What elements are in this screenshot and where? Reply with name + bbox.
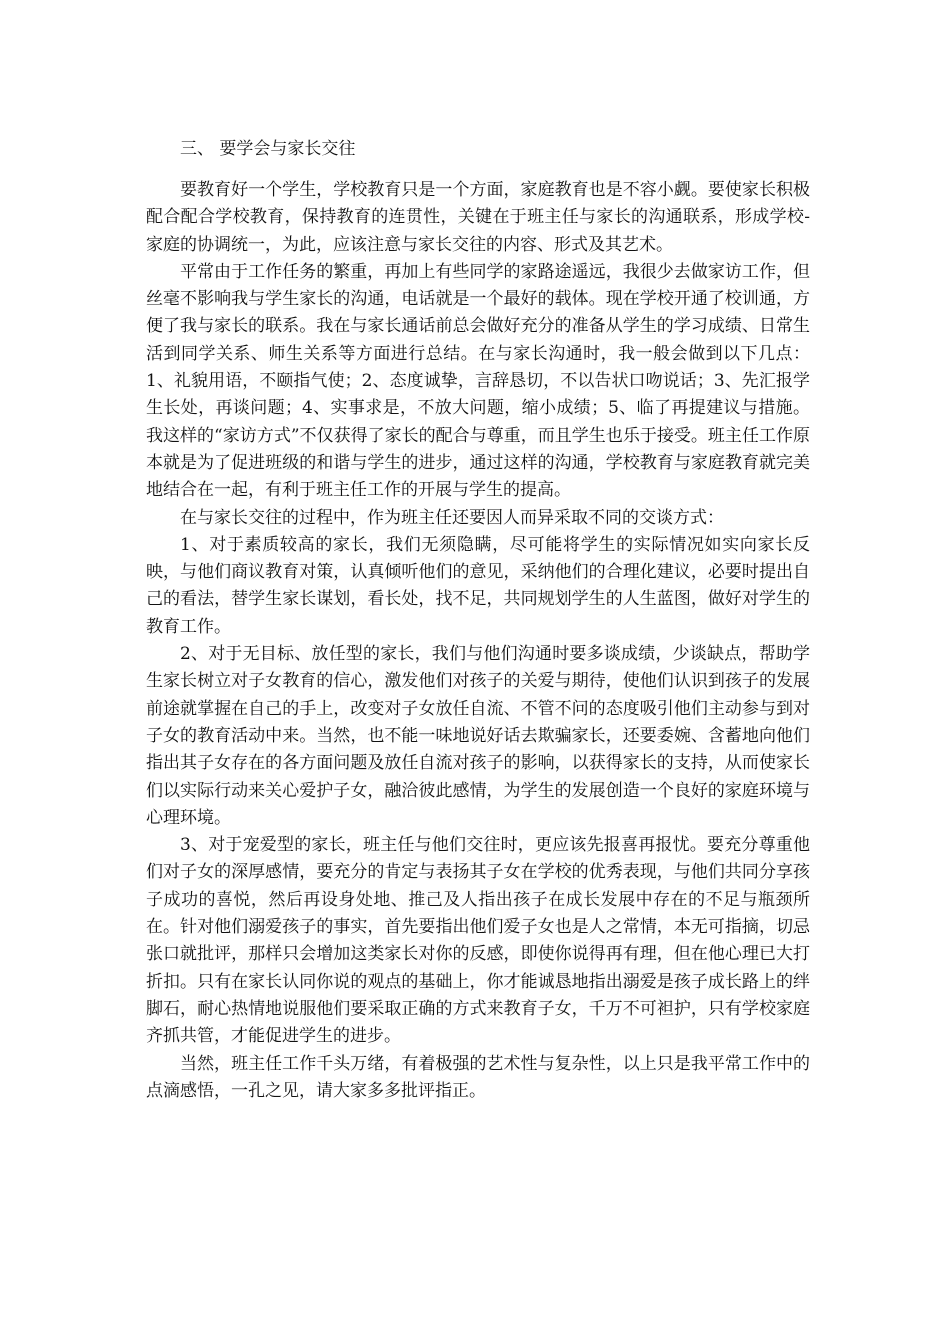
paragraph-high-quality-parents: 1、对于素质较高的家长，我们无须隐瞒，尽可能将学生的实际情况如实向家长反映，与他们商议教育对策，认真倾听他们的意见，采纳他们的合理化建议，必要时提出自己的看法，替学生家长谋划，看长处，找不足，共同规划学生的人生蓝图，做好对学生的教育工作。 [146,534,810,637]
paragraph-phone-communication: 平常由于工作任务的繁重，再加上有些同学的家路途遥远，我很少去做家访工作，但丝毫不影响我与学生家长的沟通，电话就是一个最好的载体。现在学校开通了校训通，方便了我与家长的联系。我在与家长通话前总会做好充分的准备从学生的学习成绩、日常生活到同学关系、师生关系等方面进行总结。在与家长沟通时，我一般会做到以下几点：1、礼貌用语，不颐指气使；2、态度诚挚，言辞恳切，不以告状口吻说话；3、先汇报学生长处，再谈问题；4、实事求是，不放大问题，缩小成绩；5、临了再提建议与措施。我这样的“家访方式”不仅获得了家长的配合与尊重，而且学生也乐于接受。班主任工作原本就是为了促进班级的和谐与学生的进步，通过这样的沟通，学校教育与家庭教育就完美地结合在一起，有利于班主任工作的开展与学生的提高。 [146,261,810,501]
document-body [146,136,810,1105]
paragraph-laissez-faire-parents: 2、对于无目标、放任型的家长，我们与他们沟通时要多谈成绩，少谈缺点，帮助学生家长树立对子女教育的信心，激发他们对孩子的关爱与期待，使他们认识到孩子的发展前途就掌握在自己的手上，改变对子女放任自流、不管不问的态度吸引他们主动参与到对子女的教育活动中来。当然，也不能一味地说好话去欺骗家长，还要委婉、含蓄地向他们指出其子女存在的各方面问题及放任自流对孩子的影响，以获得家长的支持，从而使家长们以实际行动来关心爱护子女，融洽彼此感情，为学生的发展创造一个良好的家庭环境与心理环境。 [146,644,810,828]
paragraph-communication-methods: 在与家长交往的过程中，作为班主任还要因人而异采取不同的交谈方式： [180,507,724,528]
paragraph-conclusion: 当然，班主任工作千头万绪，有着极强的艺术性与复杂性，以上只是我平常工作中的点滴感悟，一孔之见，请大家多多批评指正。 [146,1053,810,1101]
section-heading: 三、 要学会与家长交往 [180,139,356,159]
paragraph-intro: 要教育好一个学生，学校教育只是一个方面，家庭教育也是不容小觑。要使家长积极配合配合学校教育，保持教育的连贯性，关键在于班主任与家长的沟通联系，形成学校-家庭的协调统一，为此，应该注意与家长交往的内容、形式及其艺术。 [146,180,810,255]
paragraph-doting-parents: 3、对于宠爱型的家长，班主任与他们交往时，更应该先报喜再报忧。要充分尊重他们对子女的深厚感情，要充分的肯定与表扬其子女在学校的优秀表现，与他们共同分享孩子成功的喜悦，然后再设身处地、推己及人指出孩子在成长发展中存在的不足与瓶颈所在。针对他们溺爱孩子的事实，首先要指出他们爱子女也是人之常情，本无可指摘，切忌张口就批评，那样只会增加这类家长对你的反感，即使你说得再有理，但在他心理已大打折扣。只有在家长认同你说的观点的基础上，你才能诚恳地指出溺爱是孩子成长路上的绊脚石，耐心热情地说服他们要采取正确的方式来教育子女，千万不可袒护，只有学校家庭齐抓共管，才能促进学生的进步。 [146,835,810,1047]
